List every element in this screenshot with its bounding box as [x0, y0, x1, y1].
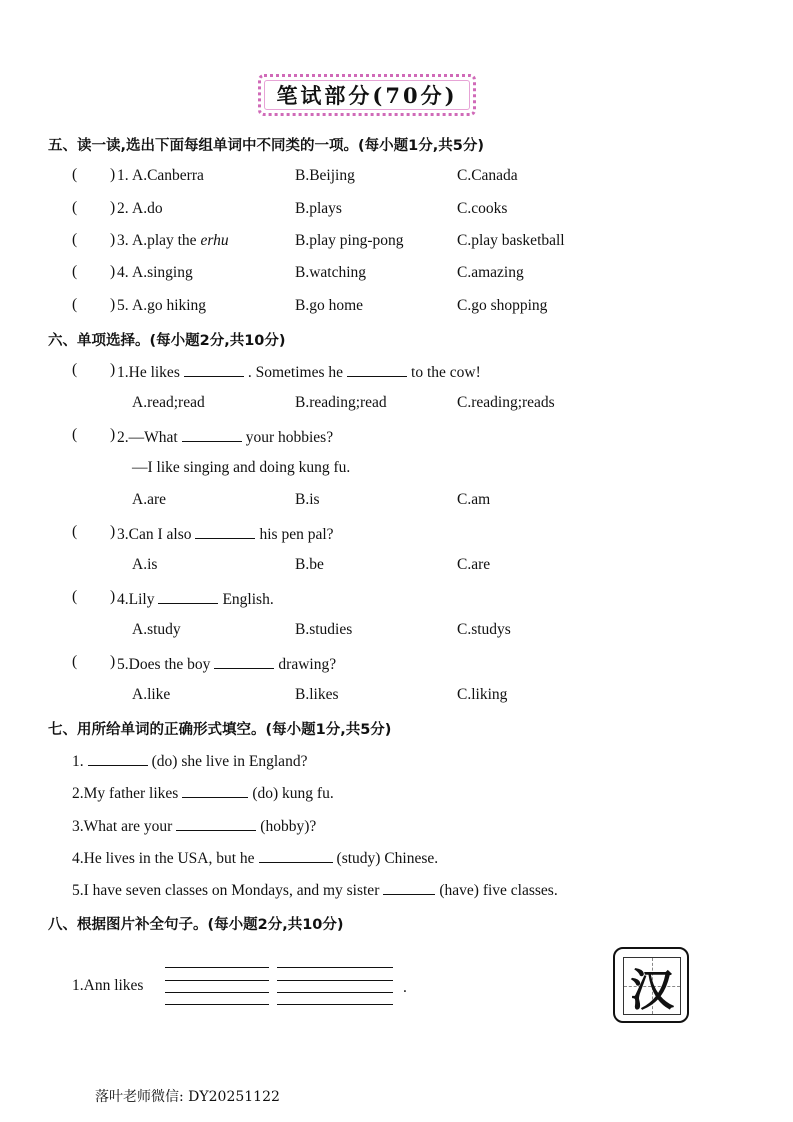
- section-7-question-1: 1. (do) she live in England?: [72, 753, 308, 770]
- answer-paren-close: ): [110, 361, 116, 378]
- answer-line[interactable]: [165, 967, 269, 968]
- answer-paren-close: ): [110, 199, 116, 216]
- footer-watermark: 落叶老师微信: DY20251122: [95, 1089, 280, 1105]
- option-a: A.read;read: [132, 394, 205, 411]
- option-c: C.Canada: [457, 167, 518, 184]
- option-a: A.study: [132, 621, 181, 638]
- answer-paren-open: (: [72, 361, 78, 378]
- option-c: C.studys: [457, 621, 511, 638]
- chinese-character-picture: [613, 947, 689, 1023]
- option-a: A.Canberra: [132, 167, 204, 184]
- answer-line[interactable]: [277, 980, 393, 981]
- option-c: C.am: [457, 491, 491, 508]
- section-title: 笔试部分(70分): [276, 83, 458, 108]
- answer-paren-close: ): [110, 166, 116, 183]
- section-7-question-4: 4.He lives in the USA, but he (study) Chinese.: [72, 850, 439, 867]
- answer-line[interactable]: [277, 1004, 393, 1005]
- section-8-heading: 八、根据图片补全句子。(每小题2分,共10分): [48, 917, 344, 933]
- answer-line[interactable]: [165, 1004, 269, 1005]
- section-7-question-2: 2.My father likes (do) kung fu.: [72, 785, 334, 802]
- answer-line[interactable]: [277, 967, 393, 968]
- answer-blank[interactable]: [383, 880, 435, 895]
- answer-paren-open: (: [72, 263, 78, 280]
- section-8-question-1: 1.Ann likes: [72, 977, 144, 994]
- answer-paren-close: ): [110, 231, 116, 248]
- option-b: B.reading;read: [295, 394, 387, 411]
- question-number: 3.: [117, 232, 129, 249]
- question-stem: 2.—What your hobbies?: [117, 429, 334, 446]
- answer-blank[interactable]: [182, 783, 248, 798]
- answer-blank[interactable]: [259, 848, 333, 863]
- answer-blank[interactable]: [182, 427, 242, 442]
- question-stem: 5.Does the boy drawing?: [117, 656, 337, 673]
- option-c: C.go shopping: [457, 297, 548, 314]
- tianzige-grid: [623, 957, 681, 1015]
- answer-blank[interactable]: [88, 751, 148, 766]
- sentence-period: .: [403, 979, 407, 996]
- question-number: 4.: [117, 264, 129, 281]
- chinese-character: 汉: [630, 965, 674, 1016]
- answer-line[interactable]: [165, 980, 269, 981]
- answer-line[interactable]: [277, 992, 393, 993]
- option-c: C.cooks: [457, 200, 508, 217]
- section-7-heading: 七、用所给单词的正确形式填空。(每小题1分,共5分): [48, 722, 392, 738]
- answer-paren-open: (: [72, 426, 78, 443]
- dialogue-reply: —I like singing and doing kung fu.: [132, 459, 351, 476]
- option-b: B.play ping-pong: [295, 232, 404, 249]
- section-6-heading: 六、单项选择。(每小题2分,共10分): [48, 333, 286, 349]
- option-b: B.watching: [295, 264, 367, 281]
- answer-paren-close: ): [110, 588, 116, 605]
- question-number: 5.: [117, 297, 129, 314]
- answer-blank[interactable]: [195, 524, 255, 539]
- section-5-heading: 五、读一读,选出下面每组单词中不同类的一项。(每小题1分,共5分): [48, 138, 484, 154]
- answer-paren-close: ): [110, 263, 116, 280]
- option-a: A.singing: [132, 264, 193, 281]
- section-7-question-5: 5.I have seven classes on Mondays, and my sister (have) five classes.: [72, 882, 558, 899]
- option-a: A.like: [132, 686, 171, 703]
- question-stem: 1.He likes . Sometimes he to the cow!: [117, 364, 481, 381]
- question-stem: 4.Lily English.: [117, 591, 274, 608]
- answer-blank[interactable]: [347, 362, 407, 377]
- option-b: B.go home: [295, 297, 364, 314]
- option-a: A.are: [132, 491, 166, 508]
- option-b: B.likes: [295, 686, 339, 703]
- answer-blank[interactable]: [214, 654, 274, 669]
- answer-line[interactable]: [165, 992, 269, 993]
- option-c: C.liking: [457, 686, 508, 703]
- option-c: C.reading;reads: [457, 394, 555, 411]
- answer-paren-open: (: [72, 166, 78, 183]
- section-7-question-3: 3.What are your (hobby)?: [72, 818, 317, 835]
- question-stem: 3.Can I also his pen pal?: [117, 526, 334, 543]
- answer-blank[interactable]: [158, 589, 218, 604]
- option-a: A.do: [132, 200, 163, 217]
- answer-paren-open: (: [72, 296, 78, 313]
- question-number: 1.: [117, 167, 129, 184]
- answer-paren-close: ): [110, 296, 116, 313]
- answer-paren-close: ): [110, 426, 116, 443]
- answer-paren-open: (: [72, 523, 78, 540]
- answer-paren-close: ): [110, 523, 116, 540]
- question-number: 2.: [117, 200, 129, 217]
- option-a: A.go hiking: [132, 297, 207, 314]
- option-c: C.amazing: [457, 264, 524, 281]
- option-b: B.is: [295, 491, 320, 508]
- option-b: B.Beijing: [295, 167, 355, 184]
- answer-paren-open: (: [72, 231, 78, 248]
- answer-paren-open: (: [72, 588, 78, 605]
- answer-paren-open: (: [72, 199, 78, 216]
- option-a: A.is: [132, 556, 158, 573]
- answer-paren-open: (: [72, 653, 78, 670]
- option-b: B.plays: [295, 200, 342, 217]
- option-c: C.are: [457, 556, 491, 573]
- option-b: B.be: [295, 556, 324, 573]
- option-b: B.studies: [295, 621, 353, 638]
- section-title-box: [258, 74, 476, 116]
- answer-paren-close: ): [110, 653, 116, 670]
- answer-blank[interactable]: [184, 362, 244, 377]
- answer-blank[interactable]: [176, 816, 256, 831]
- option-a: A.play the erhu: [132, 232, 229, 249]
- option-c: C.play basketball: [457, 232, 565, 249]
